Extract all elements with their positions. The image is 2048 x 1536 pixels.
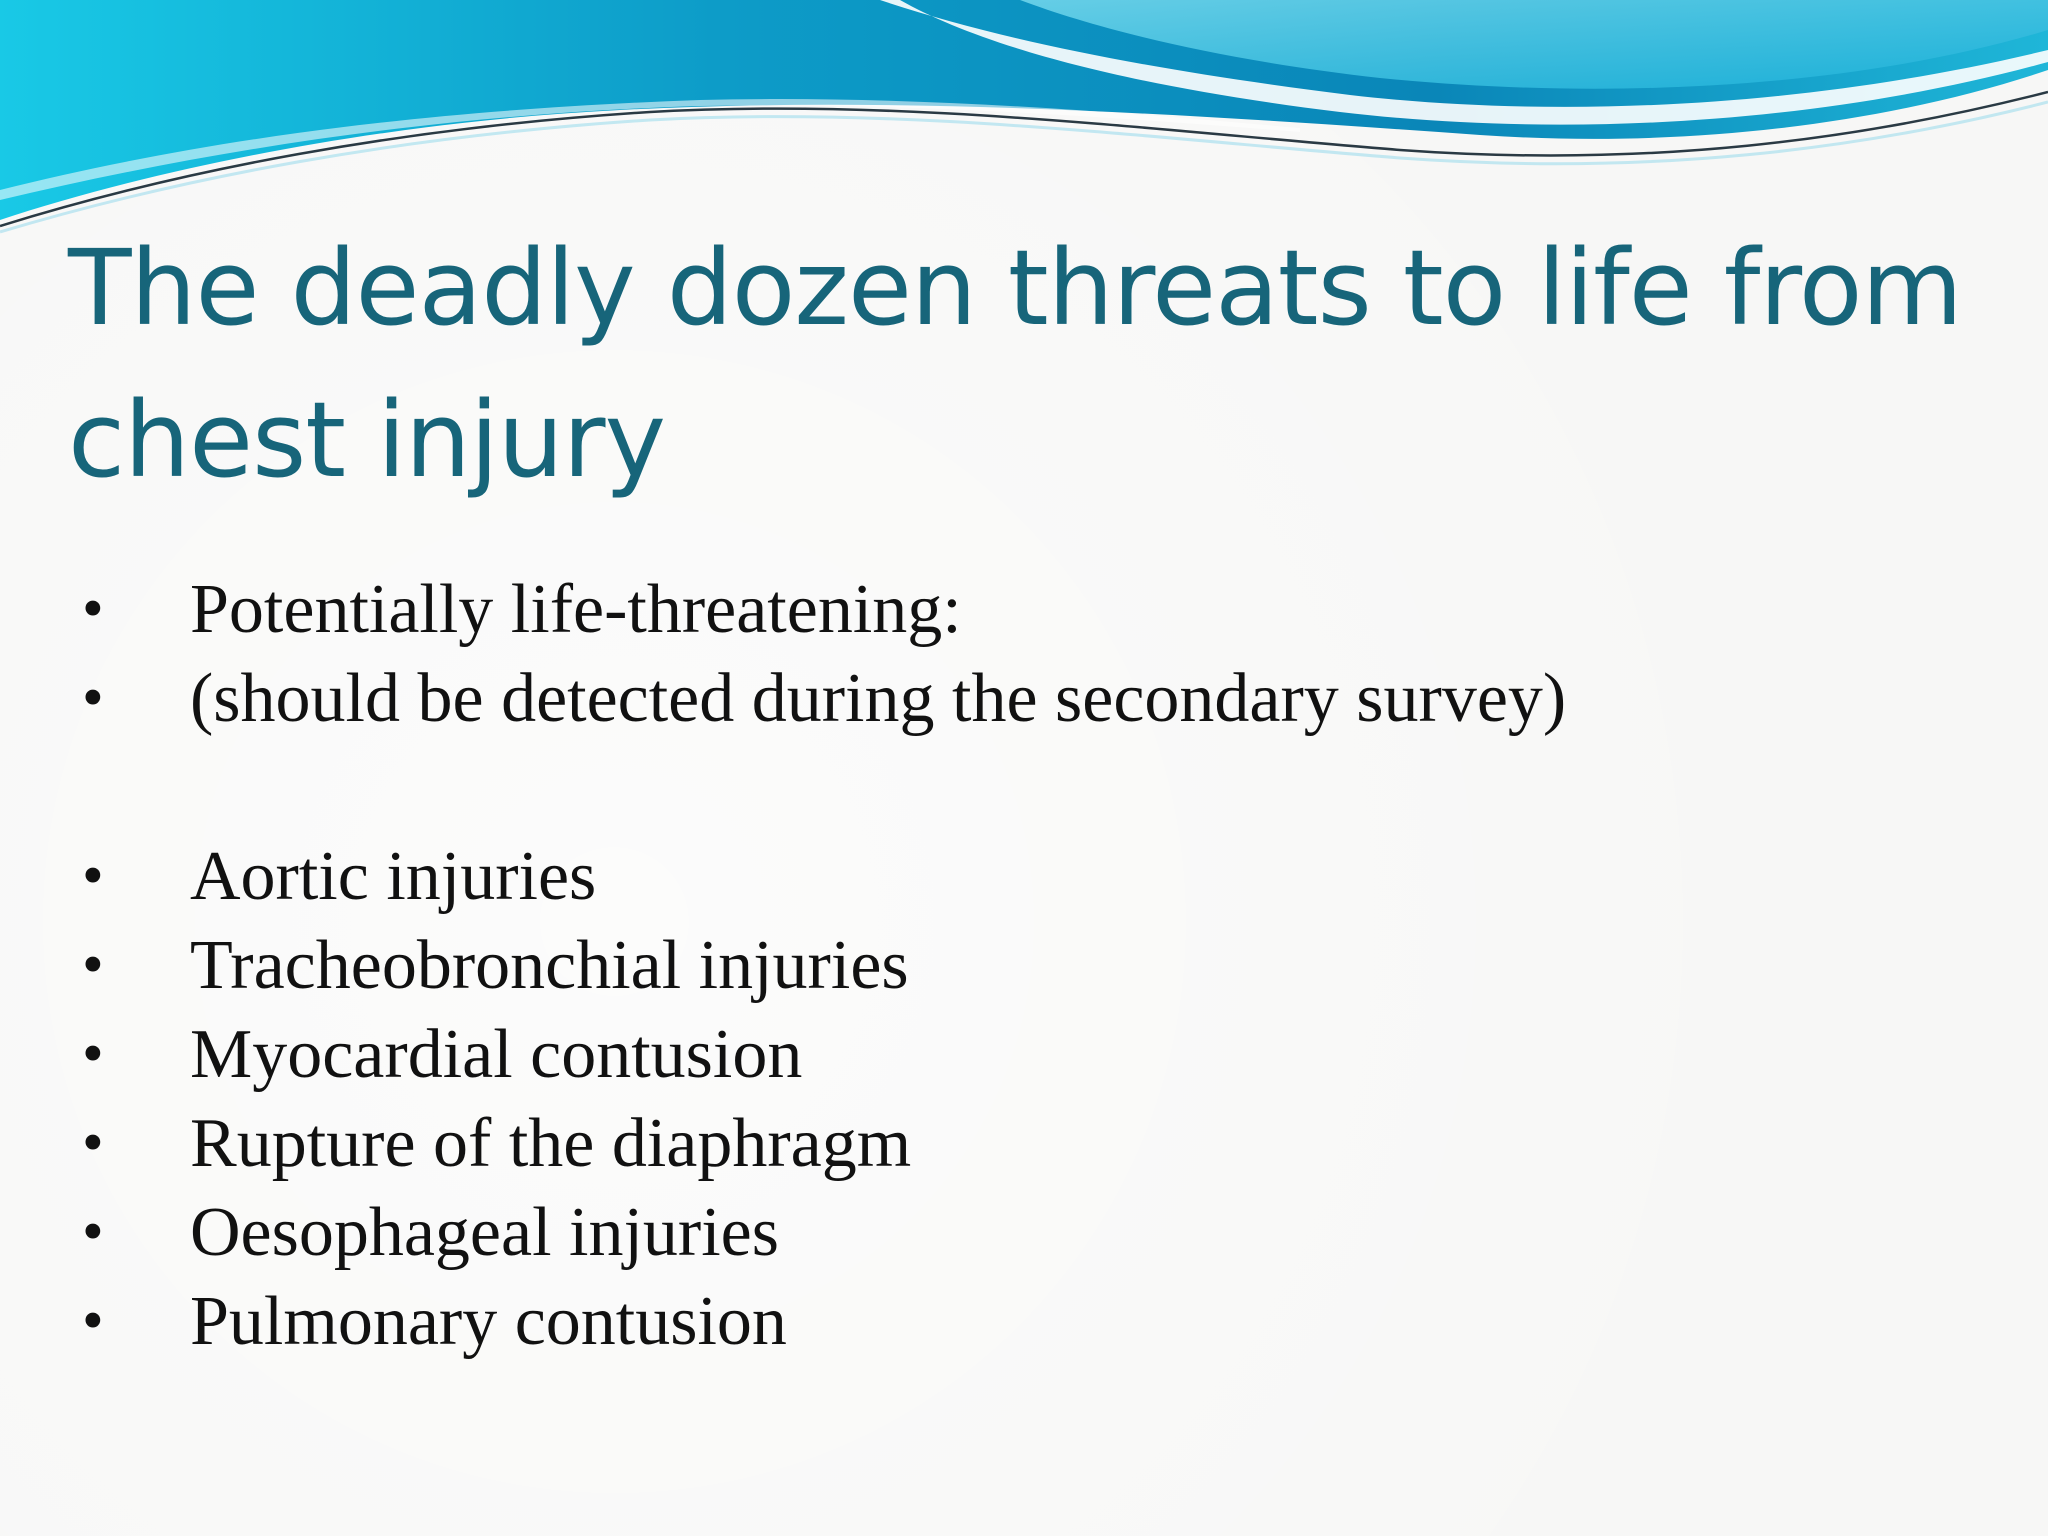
- list-item: [0, 832, 1900, 921]
- bullet-icon: •: [82, 1198, 104, 1266]
- bullet-text: Oesophageal injuries: [190, 1194, 779, 1271]
- bullet-icon: •: [82, 575, 104, 643]
- bullet-icon: •: [82, 664, 104, 732]
- bullet-text: Rupture of the diaphragm: [190, 1105, 912, 1182]
- bullet-icon: •: [82, 1020, 104, 1088]
- bullet-text: Pulmonary contusion: [190, 1283, 787, 1360]
- list-item: [0, 1010, 1900, 1099]
- header-wave-decoration: [0, 0, 2048, 240]
- bullet-text: Aortic injuries: [190, 838, 597, 915]
- slide-title: The deadly dozen threats to life from chest injury: [68, 227, 1962, 501]
- bullet-list: [0, 565, 1900, 1366]
- bullet-icon: •: [82, 931, 104, 999]
- bullet-icon: •: [82, 1287, 104, 1355]
- list-item: [0, 654, 1900, 743]
- bullet-text: (should be detected during the secondary survey): [190, 660, 1567, 737]
- bullet-icon: •: [82, 842, 104, 910]
- bullet-text: Myocardial contusion: [190, 1016, 803, 1093]
- list-item: [0, 565, 1900, 654]
- list-item: [0, 1099, 1900, 1188]
- list-item: [0, 1277, 1900, 1366]
- list-spacer: [0, 743, 1900, 832]
- bullet-icon: •: [82, 1109, 104, 1177]
- list-item: [0, 921, 1900, 1010]
- list-item: [0, 1188, 1900, 1277]
- bullet-text: Potentially life-threatening:: [190, 571, 962, 648]
- bullet-text: Tracheobronchial injuries: [190, 927, 909, 1004]
